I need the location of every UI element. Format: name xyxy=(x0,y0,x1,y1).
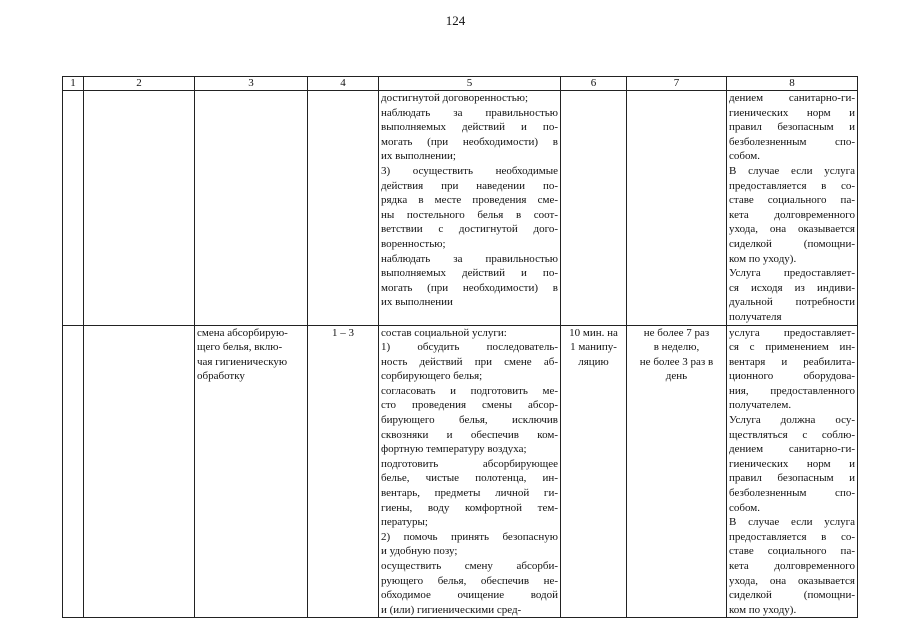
text-line: ся исходя из индиви- xyxy=(729,281,855,294)
cell-frequency xyxy=(627,325,727,618)
text-line: осуществить смену абсорби- xyxy=(381,560,558,572)
text-line: 1 манипу- xyxy=(570,341,617,354)
cell-service-group xyxy=(84,91,195,326)
text-line: ветствии с достигнутой дого- xyxy=(381,223,558,236)
text-line: ционного оборудова- xyxy=(729,370,855,383)
text-line: достигнутой договоренностью; xyxy=(381,92,529,104)
text-line: согласовать и подготовить ме- xyxy=(381,384,558,397)
services-table xyxy=(62,76,858,618)
cell-num xyxy=(63,91,84,326)
text-line: ком по уходу). xyxy=(729,252,797,265)
text-line: сиделкой (помощни- xyxy=(729,237,855,250)
text-line: вентаря и реабилита- xyxy=(729,355,855,368)
cell-periodicity xyxy=(308,91,379,326)
text-line: правил безопасным и xyxy=(729,472,855,485)
text-line: дением санитарно-ги- xyxy=(729,92,855,104)
cell-num xyxy=(63,325,84,618)
page-number: 124 xyxy=(445,13,466,28)
table-row xyxy=(63,325,858,618)
cell-service-name xyxy=(195,91,308,326)
header-cell: 4 xyxy=(308,77,379,91)
header-cell: 8 xyxy=(727,77,858,91)
text-line: их выполнении; xyxy=(381,150,456,163)
text-line: ляцию xyxy=(578,355,609,368)
text-line: ны постельного белья в соот- xyxy=(381,208,558,221)
text-line: кета долговременного xyxy=(729,208,855,221)
table-row xyxy=(63,91,858,326)
text-line: могать (при необходимости) в xyxy=(381,281,558,294)
text-line: обходимое очищение водой xyxy=(381,589,558,602)
text-line: сорбирующего белья; xyxy=(381,370,483,383)
text-line: сквозняки и обеспечив ком- xyxy=(381,428,558,441)
text-line: действия при наведении по- xyxy=(381,179,558,192)
text-line: воренностью; xyxy=(381,237,446,250)
text-line: щего белья, вклю- xyxy=(197,341,283,354)
text-line: фортную температуру воздуха; xyxy=(381,443,527,456)
text-line: гиены, воду комфортной тем- xyxy=(381,501,558,514)
text-line: могать (при необходимости) в xyxy=(381,135,558,148)
text-line: 10 мин. на xyxy=(569,326,618,339)
cell-conditions xyxy=(727,325,858,618)
text-line: подготовить абсорбирующее xyxy=(381,457,558,470)
text-line: услуга предоставляет- xyxy=(729,326,855,339)
text-line: не более 3 раз в xyxy=(639,355,714,368)
text-line: рующего белья, обеспечив не- xyxy=(381,574,558,587)
cell-service-name xyxy=(195,325,308,618)
text-line: пературы; xyxy=(381,516,428,529)
text-line: сто проведения смены абсор- xyxy=(381,399,558,412)
text-line: день xyxy=(665,370,688,383)
header-cell: 3 xyxy=(195,77,308,91)
text-line: бирующего белья, исключив xyxy=(381,414,558,427)
text-line: кета долговременного xyxy=(729,560,855,572)
text-line: собом. xyxy=(729,501,760,514)
cell-periodicity: 1 – 3 xyxy=(308,325,379,618)
cell-duration xyxy=(561,91,627,326)
cell-duration xyxy=(561,325,627,618)
header-row xyxy=(63,77,858,91)
text-line: дением санитарно-ги- xyxy=(729,443,855,456)
text-line: наблюдать за правильностью xyxy=(381,252,558,265)
text-line: В случае если услуга xyxy=(729,164,855,177)
text-line: и удобную позу; xyxy=(381,545,458,558)
text-line: обработку xyxy=(197,370,245,383)
cell-service-content xyxy=(379,91,561,326)
text-line: правил безопасным и xyxy=(729,121,855,134)
text-line: в неделю, xyxy=(653,341,700,354)
text-line: смена абсорбирую- xyxy=(197,326,288,339)
text-line: собом. xyxy=(729,150,760,163)
header-cell: 1 xyxy=(63,77,84,91)
text-line: выполняемых действий и по- xyxy=(381,267,558,280)
text-line: гиенических норм и xyxy=(729,457,855,470)
text-line: получателя xyxy=(729,310,782,323)
cell-service-content xyxy=(379,325,561,618)
text-line: безболезненным спо- xyxy=(729,487,855,500)
text-line: 2) помочь принять безопасную xyxy=(381,530,558,543)
cell-frequency xyxy=(627,91,727,326)
text-line: ухода, она оказывается xyxy=(729,223,855,236)
text-line: получателем. xyxy=(729,399,792,412)
text-line: вентарь, предметы личной ги- xyxy=(381,487,558,500)
text-line: рядка в месте проведения сме- xyxy=(381,194,558,207)
text-line: ставе социального па- xyxy=(729,194,855,207)
text-line: ком по уходу). xyxy=(729,603,797,616)
text-line: 3) осуществить необходимые xyxy=(381,164,558,177)
text-line: ность действий при смене аб- xyxy=(381,355,558,368)
text-line: ния, предоставленного xyxy=(729,384,855,397)
text-line: наблюдать за правильностью xyxy=(381,106,558,119)
text-line: ухода, она оказывается xyxy=(729,574,855,587)
cell-service-group xyxy=(84,325,195,618)
header-cell: 2 xyxy=(84,77,195,91)
text-line: ставе социального па- xyxy=(729,545,855,558)
text-line: выполняемых действий и по- xyxy=(381,121,558,134)
header-cell: 6 xyxy=(561,77,627,91)
text-line: Услуга должна осу- xyxy=(729,414,855,427)
text-line: сиделкой (помощни- xyxy=(729,589,855,602)
text-line: состав социальной услуги: xyxy=(381,326,507,339)
header-cell: 5 xyxy=(379,77,561,91)
text-line: предоставляется в со- xyxy=(729,530,855,543)
text-line: гиенических норм и xyxy=(729,106,855,119)
text-line: и (или) гигиеническими сред- xyxy=(381,603,522,616)
text-line: ся с применением ин- xyxy=(729,341,855,354)
cell-conditions xyxy=(727,91,858,326)
text-line: их выполнении xyxy=(381,296,453,309)
text-line: В случае если услуга xyxy=(729,516,855,529)
text-line: безболезненным спо- xyxy=(729,135,855,148)
text-line: белье, чистые полотенца, ин- xyxy=(381,472,558,485)
header-cell: 7 xyxy=(627,77,727,91)
text-line: чая гигиеническую xyxy=(197,355,288,368)
text-line: 1) обсудить последователь- xyxy=(381,341,558,354)
text-line: дуальной потребности xyxy=(729,296,855,309)
text-line: предоставляется в со- xyxy=(729,179,855,192)
text-line: не более 7 раз xyxy=(643,326,710,339)
text-line: ществляться с соблю- xyxy=(729,428,855,441)
text-line: Услуга предоставляет- xyxy=(729,267,855,280)
